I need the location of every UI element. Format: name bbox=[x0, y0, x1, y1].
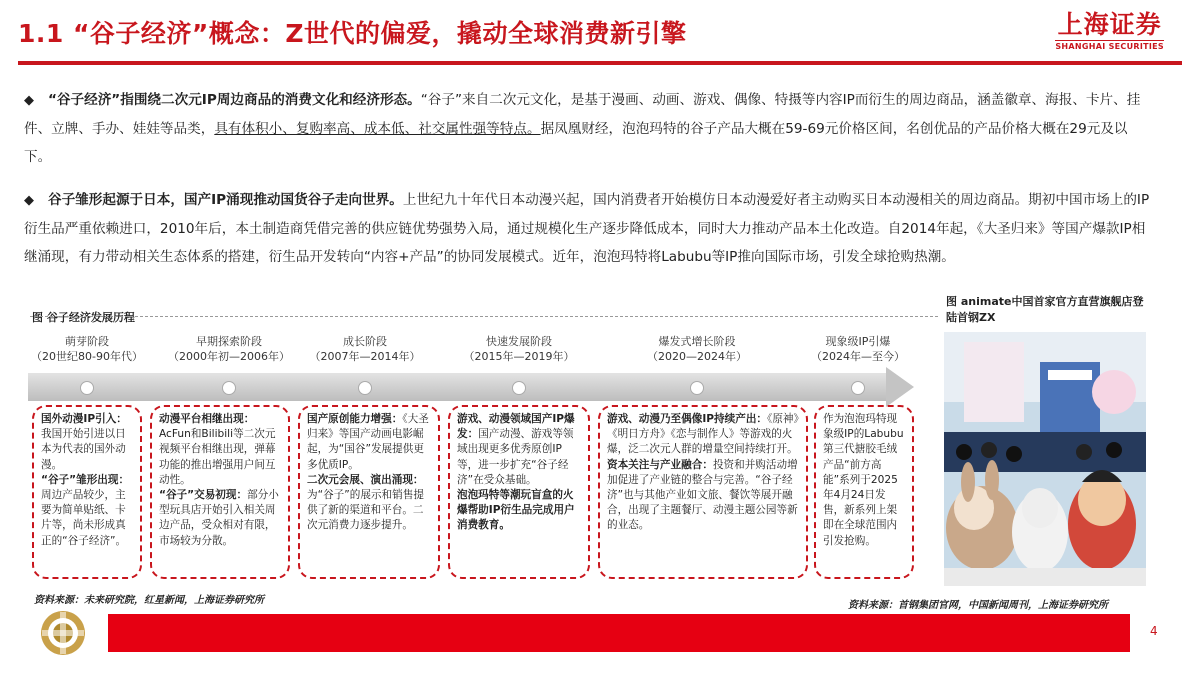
stage-box-1 bbox=[32, 405, 142, 579]
stage-period: （2015年—2019年） bbox=[463, 350, 575, 363]
stage-4 bbox=[444, 334, 594, 364]
brand-logo bbox=[1055, 10, 1164, 51]
box-heading: 二次元会展、演出涌现： bbox=[307, 473, 424, 486]
box-heading: 动漫平台相继出现： bbox=[159, 413, 255, 425]
stage-period: （2000年初—2006年） bbox=[168, 350, 290, 363]
stage-3 bbox=[290, 334, 440, 364]
logo-cn: 上海证券 bbox=[1057, 10, 1162, 39]
stage-5 bbox=[622, 334, 772, 364]
timeline-dot bbox=[358, 381, 372, 395]
box-text: 国产动漫、游戏等领域出现更多优秀原创IP等，进一步扩充“谷子经济”在受众基础。 bbox=[457, 428, 574, 486]
stage-name: 早期探索阶段 bbox=[196, 335, 262, 348]
paragraph-1-text-b: 据凤凰财经，泡泡玛特的谷子产品大概在59-69元价格区间，名创优品的产品价格大概在29元及以下。 bbox=[24, 121, 1128, 165]
box-text: 部分小型玩具店开始引入相关周边产品，受众相对有限，市场较为分散。 bbox=[159, 489, 279, 547]
stage-name: 快速发展阶段 bbox=[486, 335, 552, 348]
box-text: 投资和并购活动增加促进了产业链的整合与完善。“谷子经济”也与其他产业如文旅、餐饮等展开融合，出现了主题餐厅、动漫主题公园等新的业态。 bbox=[607, 458, 798, 532]
stage-2 bbox=[154, 334, 304, 364]
bullet-diamond-icon: ◆ bbox=[24, 193, 34, 208]
timeline-divider bbox=[30, 316, 938, 317]
box-text: 为“谷子”的展示和销售提供了新的渠道和平台。二次元消费力逐步提升。 bbox=[307, 489, 424, 532]
header-rule bbox=[18, 61, 1182, 65]
stage-period: （2020—2024年） bbox=[647, 350, 747, 363]
stage-period: （2024年—至今） bbox=[811, 350, 905, 363]
source-note-right: 资料来源：首钢集团官网，中国新闻周刊，上海证券研究所 bbox=[848, 600, 1108, 611]
box-heading: “谷子”雏形出现： bbox=[41, 473, 130, 486]
timeline-dot bbox=[690, 381, 704, 395]
source-note-left: 资料来源：未来研究院，红星新闻，上海证券研究所 bbox=[34, 595, 264, 606]
box-text: 《原神》《明日方舟》《恋与制作人》等游戏的火爆，泛二次元人群的增量空间持续打开。 bbox=[607, 413, 799, 456]
timeline-arrow-icon bbox=[886, 367, 914, 407]
stage-period: （2007年—2014年） bbox=[309, 350, 421, 363]
stage-name: 成长阶段 bbox=[343, 335, 387, 348]
timeline-caption: 图 谷子经济发展历程 bbox=[32, 311, 135, 324]
box-text: 作为泡泡玛特现象级IP的Labubu第三代搪胶毛绒产品“前方高能”系列于2025年4月24日发售，新系列上架即在全球范围内引发抢购。 bbox=[823, 413, 904, 547]
emblem-graphic bbox=[40, 610, 86, 656]
box-text: 周边产品较少，主要为简单贴纸、卡片等，尚未形成真正的“谷子经济”。 bbox=[41, 489, 127, 547]
stage-1 bbox=[12, 334, 162, 364]
box-heading: 国外动漫IP引入： bbox=[41, 413, 127, 425]
paragraph-2-lead: 谷子雏形起源于日本，国产IP涌现推动国货谷子走向世界。 bbox=[48, 192, 403, 208]
paragraph-2-text: 上世纪九十年代日本动漫兴起，国内消费者开始模仿日本动漫爱好者主动购买日本动漫相关的周边商品。期初中国市场上的IP衍生品严重依赖进口，2010年后，本土制造商凭借完善的供应链优势强势入局，通过规模化生产逐步降低成本，同时大力推动产品本土化改造。自2014年起，《大圣归来》等国产爆款IP相继涌现，有力带动相关生态体系的搭建，衍生品开发转向“内容+产品”的协同发展模式。近年，泡泡玛特将Labubu等IP推向国际市场，引发全球抢购热潮。 bbox=[24, 192, 1150, 265]
box-heading: 游戏、动漫领域国产IP爆发： bbox=[457, 413, 575, 441]
store-photo-illustration bbox=[944, 332, 1146, 586]
footer-bar bbox=[108, 614, 1130, 652]
stage-box-6 bbox=[814, 405, 914, 579]
logo-en: SHANGHAI SECURITIES bbox=[1055, 42, 1164, 51]
box-heading: 游戏、动漫乃至偶像IP持续产出： bbox=[607, 413, 768, 425]
bullet-diamond-icon: ◆ bbox=[24, 93, 34, 108]
timeline-dot bbox=[512, 381, 526, 395]
stage-6 bbox=[783, 334, 933, 364]
paragraph-1-text-a: “谷子”来自二次元文化，是基于漫画、动画、游戏、偶像、特摄等内容IP而衍生的周边商品，涵盖徽章、海报、卡片、挂件、立牌、手办、娃娃等品类， bbox=[24, 92, 1141, 137]
timeline-dot bbox=[851, 381, 865, 395]
page-title: 1.1 “谷子经济”概念：Z世代的偏爱，撬动全球消费新引擎 bbox=[18, 19, 687, 48]
box-text: AcFun和Bilibili等二次元视频平台相继出现，弹幕功能的推出增强用户间互动性。 bbox=[159, 428, 276, 486]
stage-box-4 bbox=[448, 405, 590, 579]
box-heading: 资本关注与产业融合： bbox=[607, 458, 713, 471]
stage-name: 爆发式增长阶段 bbox=[658, 335, 736, 348]
box-heading: 国产原创能力增强： bbox=[307, 413, 403, 425]
paragraph-1-underlined: 具有体积小、复购率高、成本低、社交属性强等特点。 bbox=[214, 121, 541, 137]
paragraph-2 bbox=[24, 186, 1152, 271]
box-text: 我国开始引进以日本为代表的国外动漫。 bbox=[41, 428, 126, 471]
box-heading: 泡泡玛特等潮玩盲盒的火爆帮助IP衍生品完成用户消费教育。 bbox=[457, 489, 575, 532]
image-caption: 图 animate中国首家官方直营旗舰店登陆首钢ZX bbox=[946, 295, 1144, 324]
stage-name: 萌芽阶段 bbox=[65, 335, 109, 348]
brand-emblem-icon bbox=[40, 610, 86, 656]
paragraph-1-lead: “谷子经济”指围绕二次元IP周边商品的消费文化和经济形态。 bbox=[48, 92, 421, 108]
stage-box-2 bbox=[150, 405, 290, 579]
timeline-dot bbox=[80, 381, 94, 395]
box-heading: “谷子”交易初现： bbox=[159, 489, 248, 502]
stage-box-5 bbox=[598, 405, 808, 579]
paragraph-1 bbox=[24, 86, 1152, 171]
box-text: 《大圣归来》等国产动画电影崛起，为“国谷”发展提供更多优质IP。 bbox=[307, 413, 429, 471]
page-number: 4 bbox=[1150, 624, 1158, 638]
store-photo bbox=[944, 332, 1146, 586]
stage-period: （20世纪80-90年代） bbox=[31, 350, 143, 363]
stage-box-3 bbox=[298, 405, 440, 579]
timeline-dot bbox=[222, 381, 236, 395]
stage-name: 现象级IP引爆 bbox=[825, 335, 891, 348]
timeline-axis bbox=[28, 373, 886, 401]
